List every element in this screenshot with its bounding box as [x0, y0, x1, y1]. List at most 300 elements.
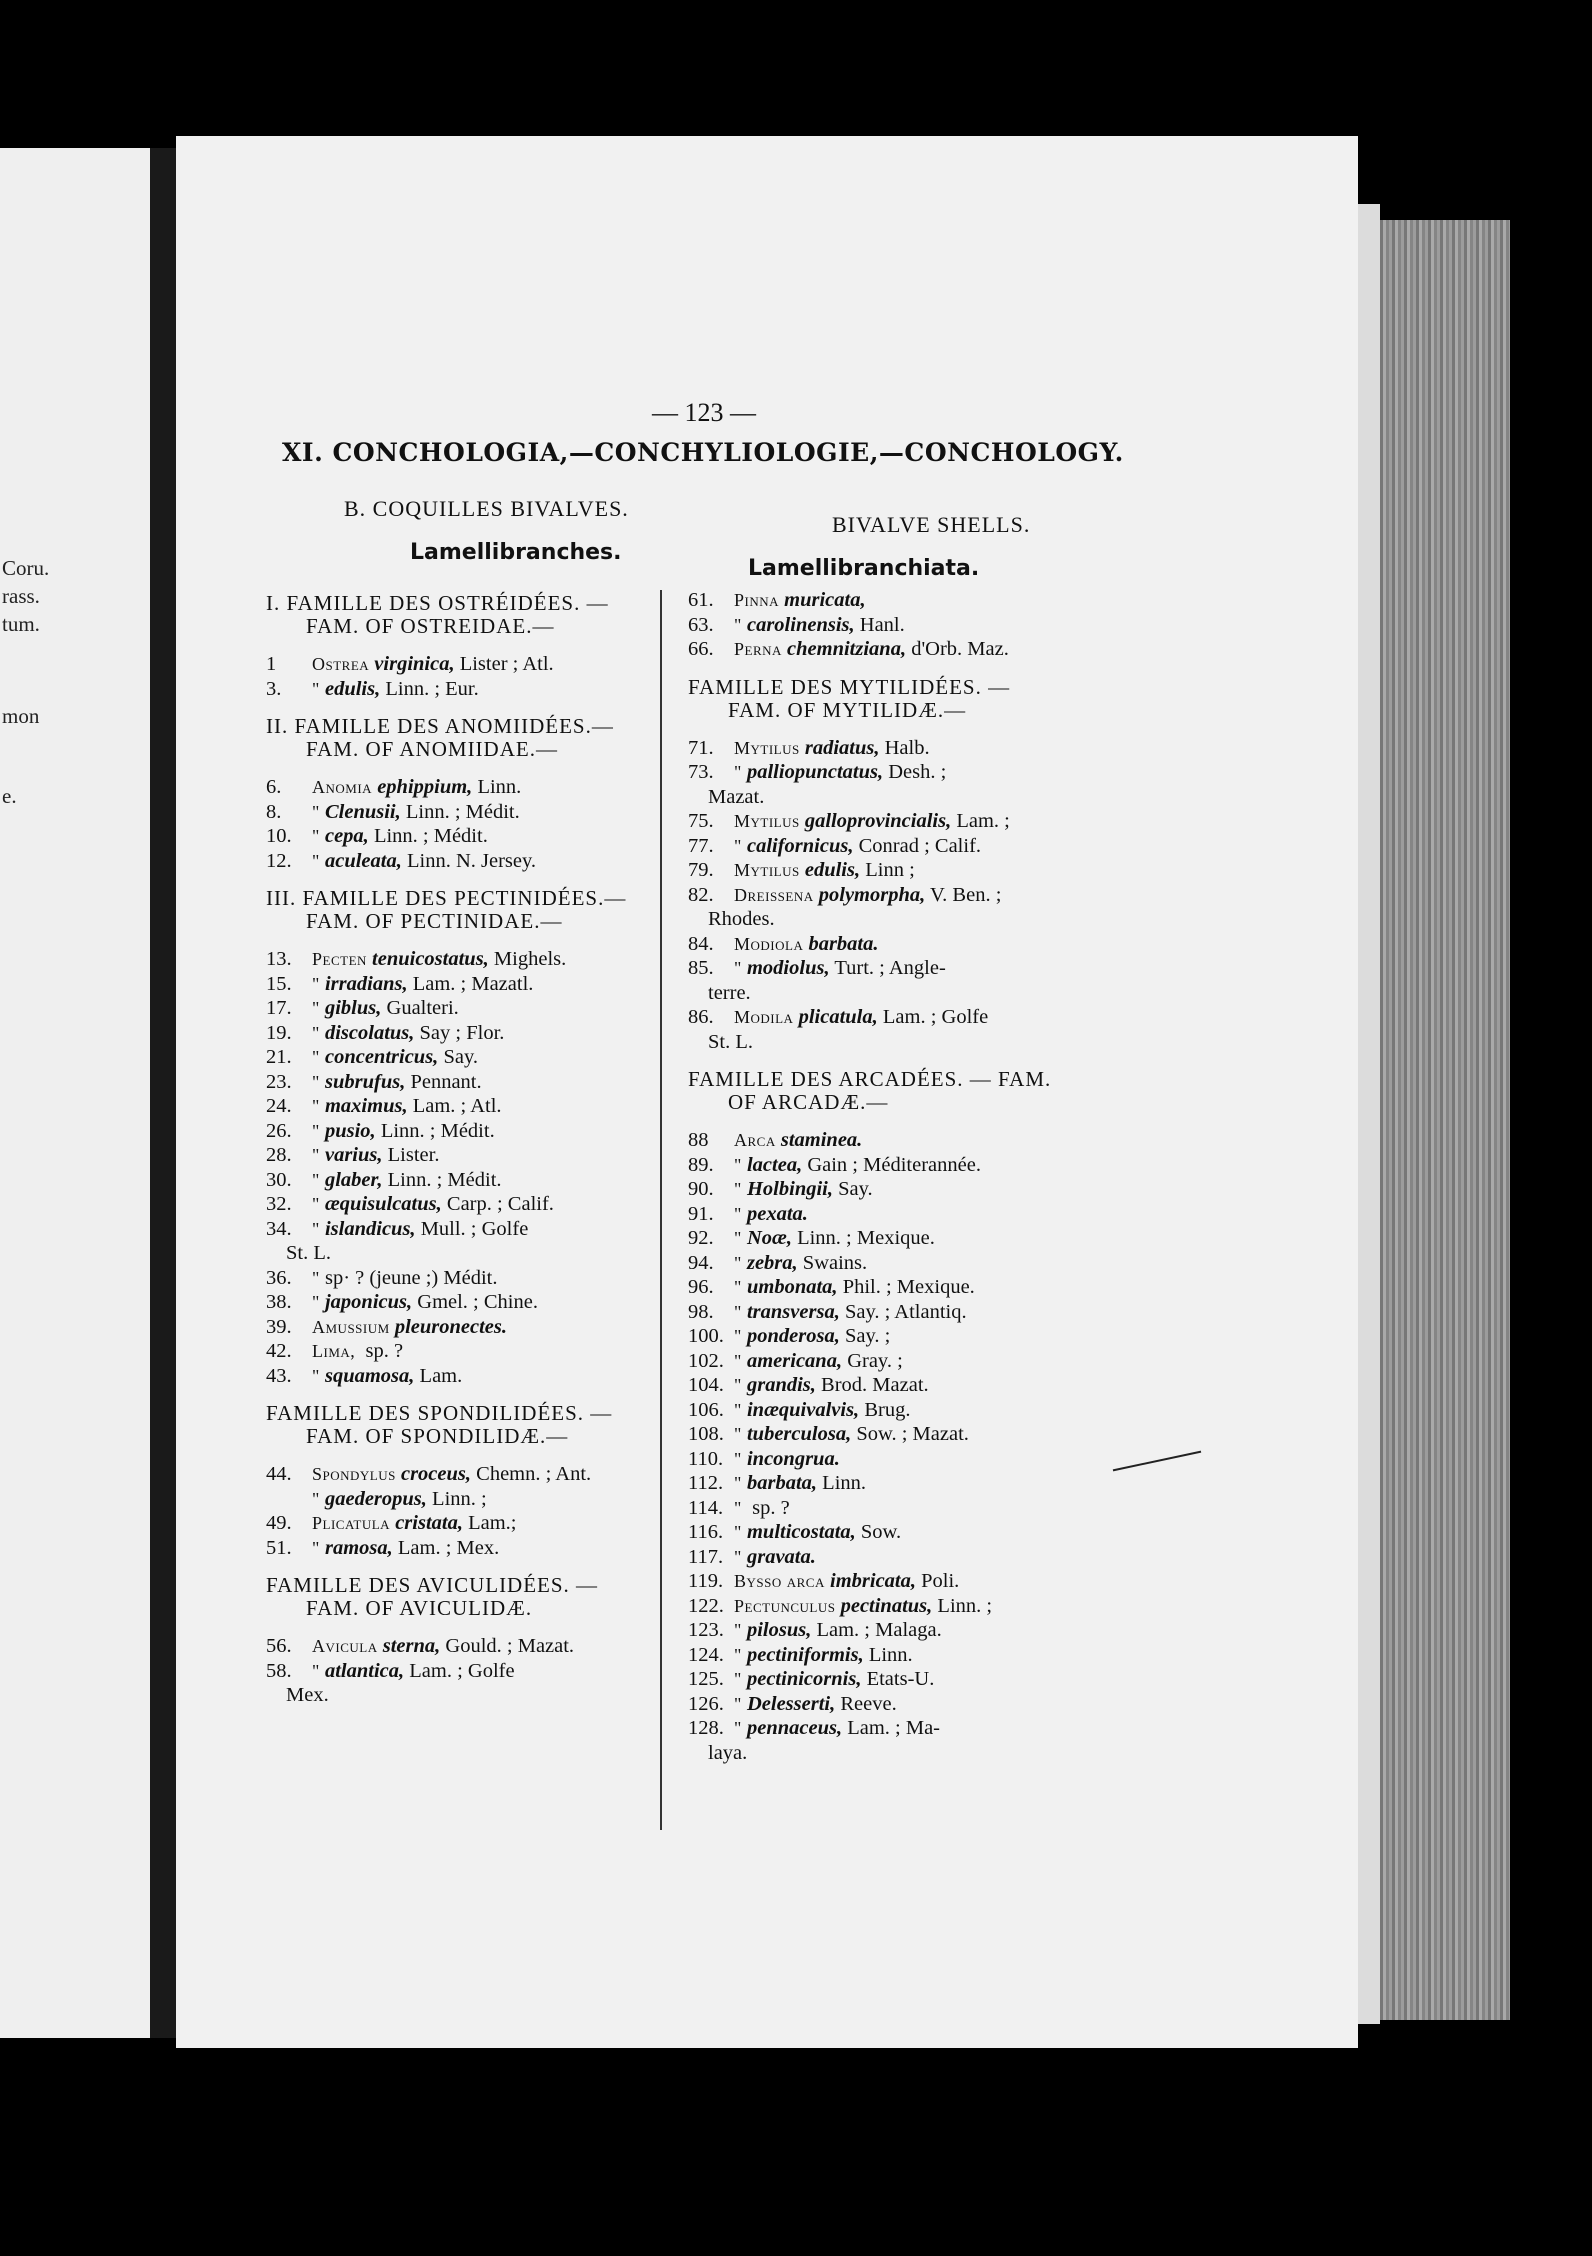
- entry-continuation: Mazat.: [708, 785, 765, 808]
- entry-number: 32.: [266, 1193, 292, 1215]
- entry-number: 73.: [688, 761, 714, 783]
- genus-name: ": [312, 826, 320, 846]
- species-entry: [688, 588, 1128, 613]
- authority-locality: sp. ?: [746, 1496, 790, 1519]
- species-name: transversa,: [746, 1300, 840, 1323]
- entry-number: 61.: [688, 589, 714, 611]
- entry-number: 21.: [266, 1046, 292, 1068]
- entry-number: 126.: [688, 1692, 724, 1715]
- entry-number: 100.: [688, 1325, 724, 1347]
- page-stack-edge: [1380, 220, 1510, 2020]
- entry-number: 17.: [266, 997, 292, 1019]
- genus-name: ": [312, 1365, 320, 1386]
- family-heading: OF ARCADÆ.—: [728, 1090, 889, 1114]
- species-name: polymorpha,: [818, 883, 926, 906]
- species-name: aculeata,: [324, 849, 402, 872]
- genus-name: ": [734, 1473, 742, 1493]
- genus-name: Modila: [734, 1007, 794, 1027]
- entry-continuation: St. L.: [708, 1030, 753, 1053]
- genus-name: ": [734, 762, 742, 782]
- species-entry: [688, 1594, 1128, 1619]
- genus-name: ": [734, 1228, 742, 1248]
- genus-name: ": [312, 1120, 320, 1141]
- authority-locality: Linn. ; Médit.: [400, 800, 520, 823]
- species-entry: [266, 947, 674, 972]
- species-entry: [688, 1569, 1128, 1594]
- species-entry: [266, 1487, 674, 1512]
- genus-name: Modiola: [734, 933, 804, 954]
- genus-name: ": [734, 835, 742, 856]
- entry-number: 84.: [688, 932, 714, 955]
- authority-locality: Linn.: [472, 776, 522, 798]
- entry-number: 34.: [266, 1217, 292, 1240]
- species-entry: [688, 736, 1128, 761]
- genus-name: ": [312, 1169, 320, 1190]
- species-name: chemnitziana,: [787, 638, 907, 660]
- species-name: galloprovincialis,: [804, 810, 952, 832]
- authority-locality: Swains.: [797, 1251, 868, 1274]
- authority-locality: Linn.: [817, 1472, 867, 1494]
- species-name: atlantica,: [324, 1659, 405, 1682]
- species-name: plicatula,: [798, 1006, 878, 1028]
- authority-locality: Say.: [833, 1178, 873, 1200]
- genus-name: ": [312, 1194, 320, 1214]
- entry-number: 44.: [266, 1463, 292, 1485]
- entry-number: 92.: [688, 1227, 714, 1249]
- family-heading: FAMILLE DES AVICULIDÉES. —: [266, 1573, 599, 1597]
- entry-number: 102.: [688, 1349, 724, 1372]
- genus-name: ": [734, 1522, 742, 1542]
- genus-name: Anomia: [312, 777, 373, 797]
- species-name: japonicus,: [324, 1291, 413, 1313]
- authority-locality: Lam. ; Mazatl.: [407, 972, 534, 995]
- species-entry: [266, 1119, 674, 1144]
- species-entry: [266, 1536, 674, 1561]
- genus-name: ": [312, 998, 320, 1018]
- species-entry: [266, 1462, 674, 1487]
- authority-locality: Say.: [438, 1046, 478, 1068]
- species-name: Delesserti,: [746, 1692, 836, 1715]
- entry-number: 3.: [266, 677, 282, 700]
- species-name: grandis,: [746, 1374, 816, 1396]
- genus-name: Plicatula: [312, 1513, 391, 1533]
- authority-locality: Lam. ; Golfe: [404, 1659, 515, 1682]
- species-name: ponderosa,: [746, 1325, 840, 1347]
- species-name: ramosa,: [324, 1536, 393, 1559]
- entry-number: 12.: [266, 849, 292, 872]
- entry-number: 71.: [688, 736, 714, 759]
- genus-name: ": [312, 850, 320, 871]
- entry-number: 15.: [266, 972, 292, 995]
- prev-page-fragment: Coru.: [2, 556, 50, 580]
- species-entry: [266, 1021, 674, 1046]
- family-heading: FAM. OF MYTILIDÆ.—: [728, 697, 967, 722]
- species-entry: [266, 1339, 674, 1364]
- genus-name: Mytilus: [734, 737, 800, 758]
- species-name: pectiniformis,: [746, 1643, 864, 1666]
- species-name: lactea,: [746, 1153, 803, 1176]
- entry-number: 39.: [266, 1315, 292, 1338]
- species-entry: [688, 1349, 1128, 1374]
- genus-name: ": [312, 1537, 320, 1558]
- entry-number: 43.: [266, 1364, 292, 1387]
- previous-page: [0, 148, 168, 2038]
- species-name: edulis,: [804, 859, 861, 881]
- authority-locality: Linn.: [863, 1643, 913, 1666]
- authority-locality: Chemn. ; Ant.: [471, 1463, 592, 1485]
- authority-locality: Linn. ; Médit.: [368, 825, 488, 847]
- genus-name: Pinna: [734, 590, 780, 610]
- authority-locality: Gould. ; Mazat.: [440, 1635, 575, 1657]
- entry-number: 124.: [688, 1643, 724, 1666]
- species-name: modiolus,: [746, 957, 830, 979]
- section-heading: XI. CONCHOLOGIA,—CONCHYLIOLOGIE,—CONCHOLOGY.: [282, 438, 1124, 467]
- authority-locality: Gain ; Méditerannée.: [802, 1153, 981, 1176]
- genus-name: ": [734, 1669, 742, 1689]
- authority-locality: Lam.: [414, 1364, 463, 1387]
- authority-locality: Lam. ; Atl.: [407, 1095, 502, 1117]
- genus-name: ": [734, 1326, 742, 1346]
- species-name: pectinicornis,: [746, 1668, 862, 1690]
- genus-name: Pectunculus: [734, 1595, 836, 1616]
- species-name: muricata,: [784, 589, 866, 611]
- page-number: — 123 —: [652, 398, 756, 427]
- entry-number: 123.: [688, 1619, 724, 1641]
- spacer: [688, 1114, 1128, 1128]
- authority-locality: Brod. Mazat.: [815, 1374, 929, 1396]
- species-entry: [688, 1716, 1128, 1741]
- species-name: pleuronectes.: [394, 1315, 507, 1338]
- genus-name: ": [734, 1203, 742, 1224]
- species-name: discolatus,: [324, 1021, 415, 1044]
- species-entry: [266, 1143, 674, 1168]
- prev-page-fragment: rass.: [2, 584, 40, 608]
- entry-number: 42.: [266, 1340, 292, 1362]
- entry-number: 1: [266, 653, 277, 675]
- species-entry: [266, 824, 674, 849]
- authority-locality: Lister ; Atl.: [454, 653, 554, 675]
- species-name: incongrua.: [746, 1447, 840, 1470]
- genus-name: ": [734, 1399, 742, 1420]
- prev-page-fragment: mon: [2, 704, 40, 728]
- genus-name: ": [734, 1497, 742, 1518]
- authority-locality: Desh. ;: [883, 761, 947, 783]
- species-entry: [266, 849, 674, 874]
- genus-name: ": [734, 1154, 742, 1175]
- entry-number: 19.: [266, 1021, 292, 1044]
- species-entry: [688, 1177, 1128, 1202]
- entry-number: 91.: [688, 1202, 714, 1225]
- entry-number: 128.: [688, 1717, 724, 1739]
- entry-continuation: Mex.: [286, 1684, 329, 1706]
- genus-name: Lima,: [312, 1341, 356, 1361]
- species-entry: [688, 1618, 1128, 1643]
- genus-name: ": [734, 614, 742, 635]
- species-entry: [688, 858, 1128, 883]
- species-entry: [688, 1643, 1128, 1668]
- species-entry: [688, 1373, 1128, 1398]
- species-name: pectinatus,: [840, 1594, 933, 1617]
- species-entry: [266, 1659, 674, 1684]
- authority-locality: Halb.: [879, 736, 930, 759]
- species-name: subrufus,: [324, 1070, 406, 1093]
- genus-name: ": [312, 678, 320, 699]
- species-entry: [688, 1005, 1128, 1030]
- authority-locality: Carp. ; Calif.: [441, 1193, 554, 1215]
- species-name: gaederopus,: [324, 1487, 427, 1510]
- entry-continuation: laya.: [708, 1741, 748, 1764]
- species-name: glaber,: [324, 1168, 383, 1191]
- prev-page-fragment: tum.: [2, 612, 40, 636]
- authority-locality: Lam. ;: [951, 810, 1010, 832]
- genus-name: ": [734, 1693, 742, 1714]
- species-name: Noæ,: [746, 1227, 792, 1249]
- species-entry: [688, 1520, 1128, 1545]
- genus-name: ": [312, 1047, 320, 1067]
- species-entry: [266, 775, 674, 800]
- species-entry: [266, 1266, 674, 1291]
- genus-name: ": [312, 1292, 320, 1312]
- species-entry: [266, 1168, 674, 1193]
- species-name: radiatus,: [804, 736, 880, 759]
- entry-number: 77.: [688, 834, 714, 857]
- authority-locality: Linn. ; Médit.: [382, 1168, 502, 1191]
- spacer: [688, 722, 1128, 736]
- genus-name: Mytilus: [734, 860, 800, 880]
- entry-number: 108.: [688, 1423, 724, 1445]
- spacer: [266, 933, 674, 947]
- entry-number: 26.: [266, 1119, 292, 1142]
- species-name: maximus,: [324, 1095, 408, 1117]
- species-entry: [688, 1226, 1128, 1251]
- species-entry: [266, 1217, 674, 1242]
- entry-number: 106.: [688, 1398, 724, 1421]
- species-name: gravata.: [746, 1545, 816, 1568]
- genus-name: ": [312, 1071, 320, 1092]
- authority-locality: Linn ;: [860, 859, 915, 881]
- class-heading-french: Lamellibranches.: [410, 540, 622, 565]
- genus-name: ": [734, 1350, 742, 1371]
- spacer: [266, 761, 674, 775]
- species-entry: [688, 1128, 1128, 1153]
- species-name: cristata,: [395, 1512, 463, 1534]
- authority-locality: Lam. ; Ma-: [842, 1717, 941, 1739]
- entry-number: 24.: [266, 1095, 292, 1117]
- entry-number: 56.: [266, 1635, 292, 1657]
- species-entry: [266, 677, 674, 702]
- genus-name: Avicula: [312, 1636, 378, 1656]
- authority-locality: Linn. ; Médit.: [375, 1119, 495, 1142]
- authority-locality: Mighels.: [488, 948, 567, 970]
- species-entry: [688, 1471, 1128, 1496]
- species-entry: [266, 1045, 674, 1070]
- species-entry: [688, 1324, 1128, 1349]
- authority-locality: Sow. ; Mazat.: [851, 1423, 969, 1445]
- species-name: pexata.: [746, 1202, 808, 1225]
- authority-locality: Linn. N. Jersey.: [401, 849, 537, 872]
- species-name: sterna,: [382, 1635, 441, 1657]
- genus-name: Dreissena: [734, 884, 814, 905]
- page-edge: [1358, 204, 1380, 2024]
- authority-locality: Linn. ;: [426, 1487, 487, 1510]
- genus-name: ": [734, 1252, 742, 1273]
- family-heading: FAM. OF OSTREIDAE.—: [306, 614, 555, 638]
- genus-name: ": [734, 1179, 742, 1199]
- species-entry: [266, 1290, 674, 1315]
- genus-name: ": [734, 1620, 742, 1640]
- species-entry: [688, 1422, 1128, 1447]
- species-name: imbricata,: [830, 1570, 916, 1592]
- species-entry: [688, 1153, 1128, 1178]
- genus-name: ": [312, 801, 320, 822]
- species-entry: [266, 1511, 674, 1536]
- species-entry: [688, 1447, 1128, 1472]
- species-entry: [688, 932, 1128, 957]
- entry-number: 13.: [266, 948, 292, 970]
- entry-number: 49.: [266, 1512, 292, 1534]
- species-entry: [688, 760, 1128, 785]
- entry-number: 30.: [266, 1168, 292, 1191]
- genus-name: Amussium: [312, 1316, 390, 1337]
- entry-number: 90.: [688, 1178, 714, 1200]
- species-name: barbata,: [746, 1472, 818, 1494]
- entry-continuation: Rhodes.: [708, 908, 775, 930]
- authority-locality: Gmel. ; Chine.: [412, 1291, 538, 1313]
- authority-locality: d'Orb. Maz.: [906, 638, 1009, 660]
- species-name: æquisulcatus,: [324, 1193, 442, 1215]
- entry-number: 86.: [688, 1006, 714, 1028]
- species-entry: [688, 1275, 1128, 1300]
- spacer: [266, 1620, 674, 1634]
- authority-locality: Linn. ; Mexique.: [791, 1227, 935, 1249]
- spacer: [266, 1448, 674, 1462]
- species-entry: [688, 1202, 1128, 1227]
- species-entry: [266, 800, 674, 825]
- authority-locality: Sow.: [855, 1521, 902, 1543]
- authority-locality: Phil. ; Mexique.: [837, 1276, 975, 1298]
- authority-locality: Hanl.: [854, 613, 905, 636]
- entry-number: 10.: [266, 825, 292, 847]
- genus-name: ": [312, 1267, 320, 1288]
- species-name: edulis,: [324, 677, 381, 700]
- genus-name: ": [734, 1424, 742, 1444]
- species-name: inæquivalvis,: [746, 1398, 860, 1421]
- species-name: staminea.: [780, 1129, 863, 1151]
- family-heading: FAMILLE DES ARCADÉES. — FAM.: [688, 1067, 1052, 1091]
- species-entry: [688, 1251, 1128, 1276]
- entry-number: 88: [688, 1129, 709, 1151]
- species-name: Holbingii,: [746, 1178, 833, 1200]
- species-name: concentricus,: [324, 1046, 439, 1068]
- entry-number: 82.: [688, 883, 714, 906]
- genus-name: Arca: [734, 1130, 776, 1150]
- species-entry: [266, 972, 674, 997]
- authority-locality: Say. ; Atlantiq.: [839, 1300, 967, 1323]
- species-name: ephippium,: [377, 776, 473, 798]
- species-name: barbata.: [808, 932, 879, 955]
- species-entry: [266, 996, 674, 1021]
- entry-number: 122.: [688, 1594, 724, 1617]
- species-entry: [266, 1094, 674, 1119]
- species-entry: [688, 1667, 1128, 1692]
- entry-number: 98.: [688, 1300, 714, 1323]
- genus-name: Mytilus: [734, 811, 800, 831]
- entry-number: 125.: [688, 1668, 724, 1690]
- authority-locality: V. Ben. ;: [925, 883, 1002, 906]
- species-entry: [688, 1300, 1128, 1325]
- authority-locality: Gray. ;: [842, 1349, 903, 1372]
- authority-locality: Say. ;: [839, 1325, 891, 1347]
- entry-number: 110.: [688, 1447, 724, 1470]
- entry-number: 85.: [688, 957, 714, 979]
- authority-locality: Poli.: [915, 1570, 960, 1592]
- genus-name: ": [734, 1644, 742, 1665]
- entry-number: 117.: [688, 1545, 724, 1568]
- species-name: pennaceus,: [746, 1717, 843, 1739]
- book-gutter: [150, 148, 176, 2038]
- species-entry: [688, 883, 1128, 908]
- authority-locality: Brug.: [859, 1398, 911, 1421]
- entry-number: 116.: [688, 1521, 724, 1543]
- species-entry: [688, 956, 1128, 981]
- species-name: tenuicostatus,: [372, 948, 489, 970]
- family-heading: I. FAMILLE DES OSTRÉIDÉES. —: [266, 591, 609, 615]
- family-heading: FAM. OF PECTINIDAE.—: [306, 909, 563, 933]
- entry-continuation: St. L.: [286, 1242, 331, 1264]
- entry-number: 112.: [688, 1472, 724, 1494]
- entry-number: 63.: [688, 613, 714, 636]
- entry-number: 36.: [266, 1266, 292, 1289]
- entry-number: 114.: [688, 1496, 724, 1519]
- entry-continuation: terre.: [708, 981, 751, 1004]
- species-name: virginica,: [374, 653, 455, 675]
- species-name: cepa,: [324, 825, 369, 847]
- entry-number: 119.: [688, 1570, 724, 1592]
- entry-number: 94.: [688, 1251, 714, 1274]
- species-name: irradians,: [324, 972, 408, 995]
- species-name: giblus,: [324, 997, 382, 1019]
- genus-name: Ostrea: [312, 654, 370, 674]
- species-entry: [266, 1364, 674, 1389]
- entry-number: 23.: [266, 1070, 292, 1093]
- authority-locality: Lam. ; Golfe: [877, 1006, 989, 1028]
- species-entry: [688, 809, 1128, 834]
- species-entry: [688, 637, 1128, 662]
- species-name: carolinensis,: [746, 613, 855, 636]
- family-heading: FAM. OF ANOMIIDAE.—: [306, 737, 558, 761]
- species-name: croceus,: [400, 1463, 472, 1485]
- authority-locality: Reeve.: [835, 1692, 897, 1715]
- authority-locality: Conrad ; Calif.: [853, 834, 982, 857]
- species-name: pilosus,: [746, 1619, 812, 1641]
- species-entry: [688, 1398, 1128, 1423]
- species-entry: [266, 1634, 674, 1659]
- species-entry: [688, 1692, 1128, 1717]
- authority-locality: sp· ? (jeune ;) Médit.: [324, 1266, 498, 1289]
- right-column: [688, 588, 1128, 1765]
- authority-locality: Pennant.: [405, 1070, 482, 1093]
- family-heading: FAMILLE DES MYTILIDÉES. —: [688, 674, 1011, 699]
- entry-number: 58.: [266, 1659, 292, 1682]
- species-name: pusio,: [324, 1119, 376, 1142]
- family-heading: II. FAMILLE DES ANOMIIDÉES.—: [266, 714, 614, 738]
- authority-locality: Linn. ;: [932, 1594, 993, 1617]
- authority-locality: Lam. ; Malaga.: [811, 1619, 942, 1641]
- genus-name: ": [312, 1218, 320, 1239]
- species-name: zebra,: [746, 1251, 798, 1274]
- genus-name: ": [734, 1718, 742, 1738]
- family-heading: FAM. OF AVICULIDÆ.: [306, 1596, 533, 1620]
